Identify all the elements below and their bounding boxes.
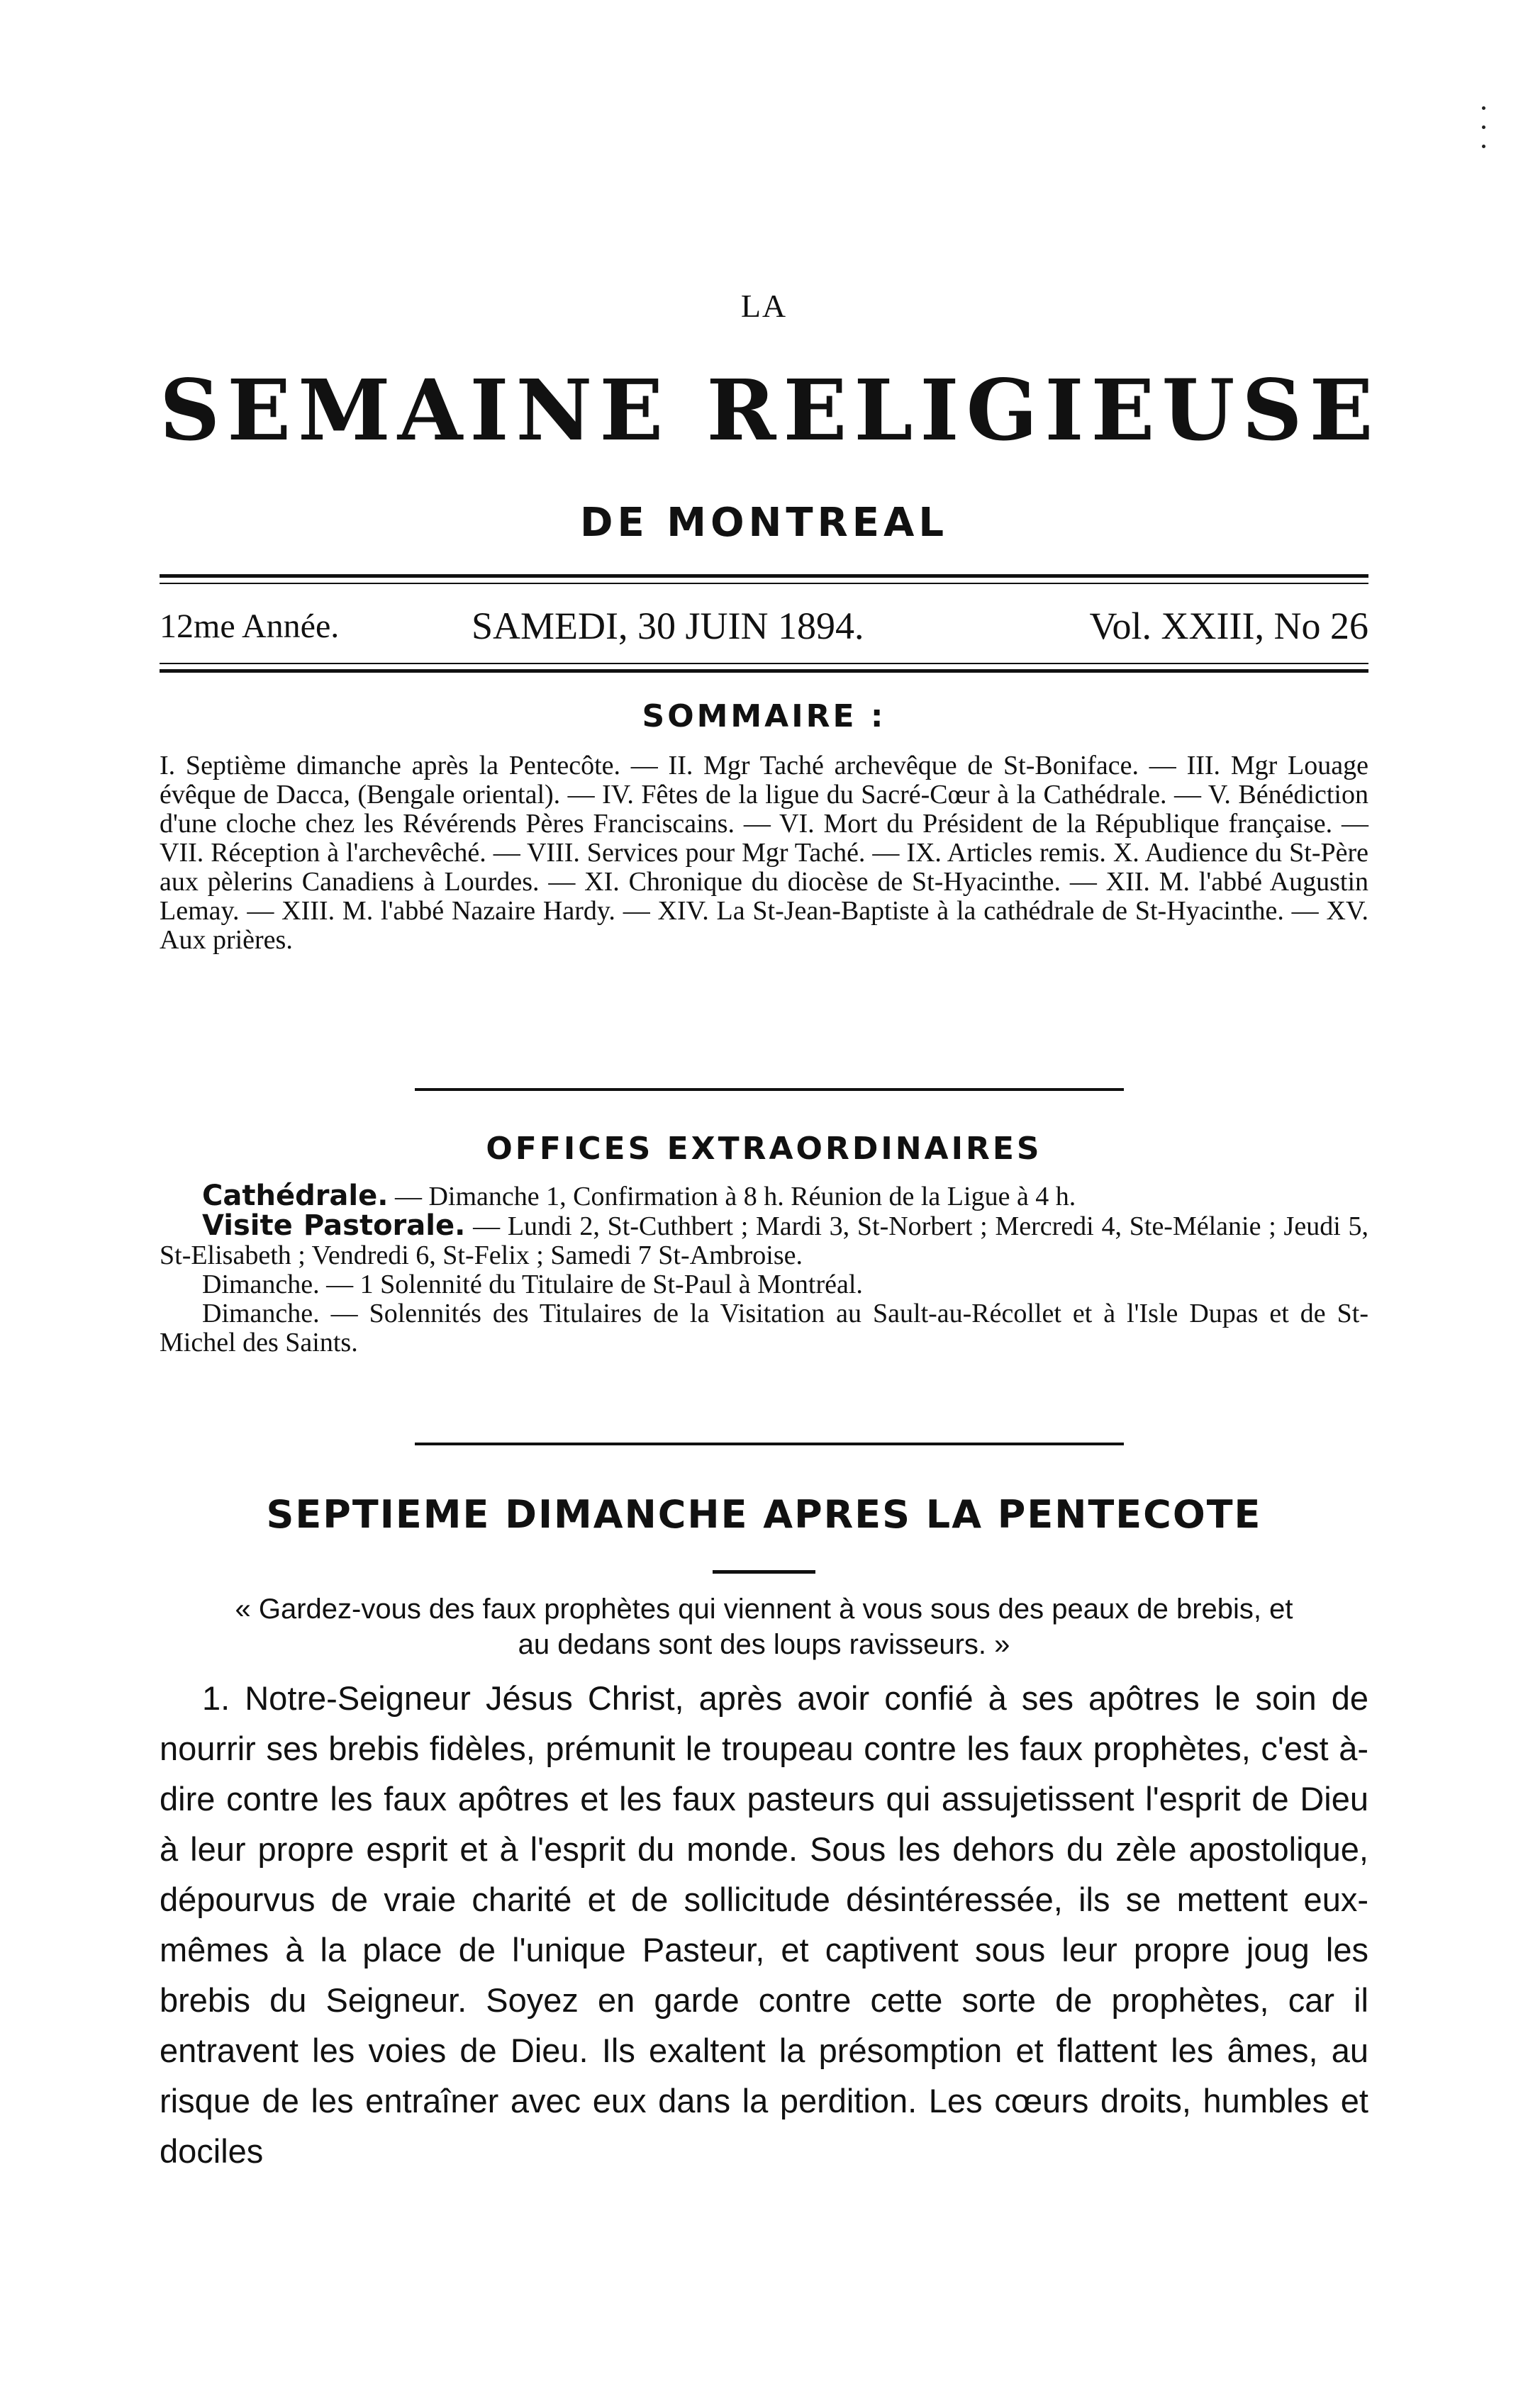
newspaper-page (160, 0, 1381, 2408)
masthead-subtitle: DE MONTREAL (579, 500, 949, 546)
office-item (160, 1270, 1368, 1299)
sommaire-heading: SOMMAIRE : (642, 698, 886, 734)
article-paragraph: 1. Notre-Seigneur Jésus Christ, après avoir confié à ses apôtres le soin de nourrir ses brebis fidèles, prémunit le troupeau contre les faux prophètes, c'est à-dire contre les faux apôtres et les faux pasteurs qui assujetissent l'esprit de Dieu à leur propre esprit et à l'esprit du monde. Sous les dehors du zèle apostolique, dépourvus de vraie charité et de sollicitude désintéressée, ils se mettent eux-mêmes à la place de l'unique Pasteur, et captivent sous leur propre joug les brebis du Seigneur. Soyez en garde contre cette sorte de prophètes, car il entravent les voies de Dieu. Ils exaltent la présomption et flattent les âmes, au risque de les entraîner avec eux dans la perdition. Les cœurs droits, humbles et dociles (160, 1679, 1368, 2170)
dateline-year: 12me Année. (160, 607, 340, 645)
office-item-text: — Dimanche 1, Confirmation à 8 h. Réunion de la Ligue à 4 h. (388, 1182, 1076, 1211)
article-body (160, 1673, 1368, 2176)
dateline (160, 604, 1368, 654)
office-item (160, 1211, 1368, 1270)
office-item-label: Visite Pastorale. (202, 1209, 466, 1242)
office-item-label: Cathédrale. (202, 1180, 389, 1212)
masthead-rule-thin-top (160, 583, 1368, 584)
masthead-title: SEMAINE RELIGIEUSE (160, 361, 1381, 459)
masthead-article: LA (740, 288, 788, 324)
office-item (160, 1182, 1368, 1211)
office-item-text: — Solennités des Titulaires de la Visitation au Sault-au-Récollet et à l'Isle Dupas et de St-Michel des Saints. (160, 1299, 1368, 1357)
dateline-date: SAMEDI, 30 JUIN 1894. (472, 605, 864, 647)
masthead-rule-thin-bottom (160, 663, 1368, 664)
article-title: SEPTIEME DIMANCHE APRES LA PENTECOTE (266, 1492, 1262, 1537)
title-underline (713, 1570, 815, 1574)
masthead-rule-thick-top (160, 574, 1368, 578)
office-item-text: — Lundi 2, St-Cuthbert ; Mardi 3, St-Norbert ; Mercredi 4, Ste-Mélanie ; Jeudi 5, St-Elisabeth ; Vendredi 6, St-Felix ; Samedi 7 St-Ambroise. (160, 1211, 1369, 1270)
margin-marks (1482, 106, 1486, 156)
office-item-label: Dimanche. (202, 1299, 320, 1328)
section-divider (415, 1443, 1124, 1445)
dateline-volume: Vol. XXIII, No 26 (1089, 605, 1368, 647)
article-epigraph: « Gardez-vous des faux prophètes qui viennent à vous sous des peaux de brebis, et au dedans sont des loups ravisseurs. » (235, 1594, 1293, 1660)
sommaire-text: I. Septième dimanche après la Pentecôte. — II. Mgr Taché archevêque de St-Boniface. — III. Mgr Louage évêque de Dacca, (Bengale oriental). — IV. Fêtes de la ligue du Sacré-Cœur à la Cathédrale. — V. Bénédiction d'une cloche chez les Révérends Pères Franciscains. — VI. Mort du Président de la République française. — VII. Réception à l'archevêché. — VIII. Services pour Mgr Taché. — IX. Articles remis. X. Audience du St-Père aux pèlerins Canadiens à Lourdes. — XI. Chronique du diocèse de St-Hyacinthe. — XII. M. l'abbé Augustin Lemay. — XIII. M. l'abbé Nazaire Hardy. — XIV. La St-Jean-Baptiste à la cathédrale de St-Hyacinthe. — XV. Aux prières. (160, 751, 1368, 955)
office-item-text: — 1 Solennité du Titulaire de St-Paul à Montréal. (319, 1270, 863, 1299)
offices-heading: OFFICES EXTRAORDINAIRES (486, 1131, 1042, 1167)
office-item (160, 1299, 1368, 1357)
masthead-rule-thick-bottom (160, 669, 1368, 673)
office-item-label: Dimanche. (202, 1270, 320, 1299)
offices-list (160, 1182, 1368, 1357)
section-divider (415, 1088, 1124, 1091)
